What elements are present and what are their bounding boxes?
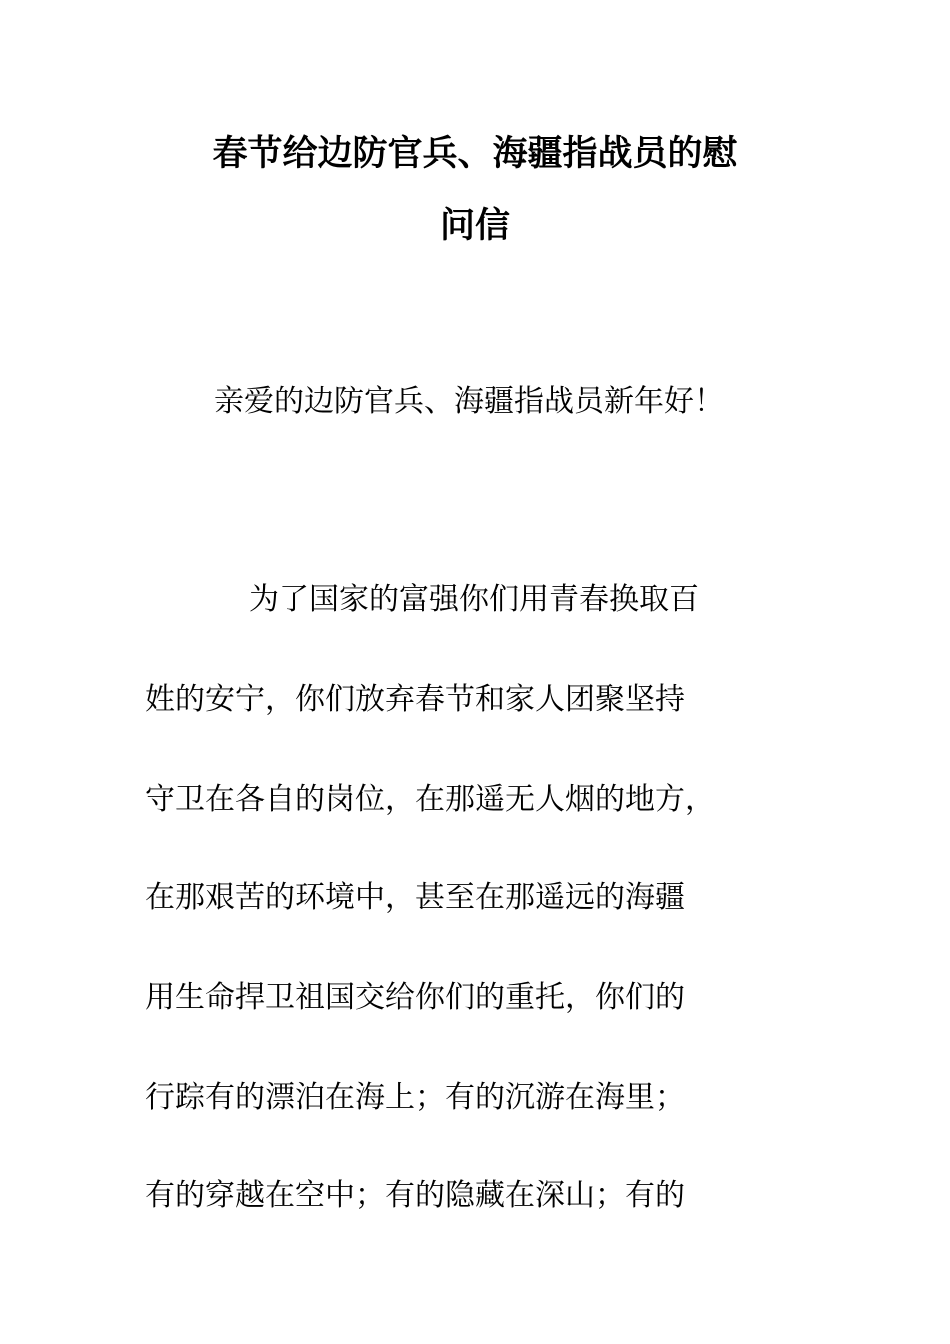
- body-line: 有的穿越在空中；有的隐藏在深山；有的: [145, 1178, 685, 1213]
- body-line: 守卫在各自的岗位，在那遥无人烟的地方，: [145, 782, 715, 817]
- document-title-line-1: 春节给边防官兵、海疆指战员的慰: [212, 133, 738, 174]
- document-title-line-2: 问信: [439, 205, 510, 246]
- body-line: 在那艰苦的环境中，甚至在那遥远的海疆: [145, 880, 685, 915]
- body-line: 姓的安宁，你们放弃春节和家人团聚坚持: [145, 682, 685, 717]
- salutation: 亲爱的边防官兵、海疆指战员新年好！: [214, 384, 724, 419]
- body-line: 为了国家的富强你们用青春换取百: [249, 582, 699, 617]
- body-line: 行踪有的漂泊在海上；有的沉游在海里；: [145, 1080, 685, 1115]
- body-line: 用生命捍卫祖国交给你们的重托，你们的: [145, 980, 685, 1015]
